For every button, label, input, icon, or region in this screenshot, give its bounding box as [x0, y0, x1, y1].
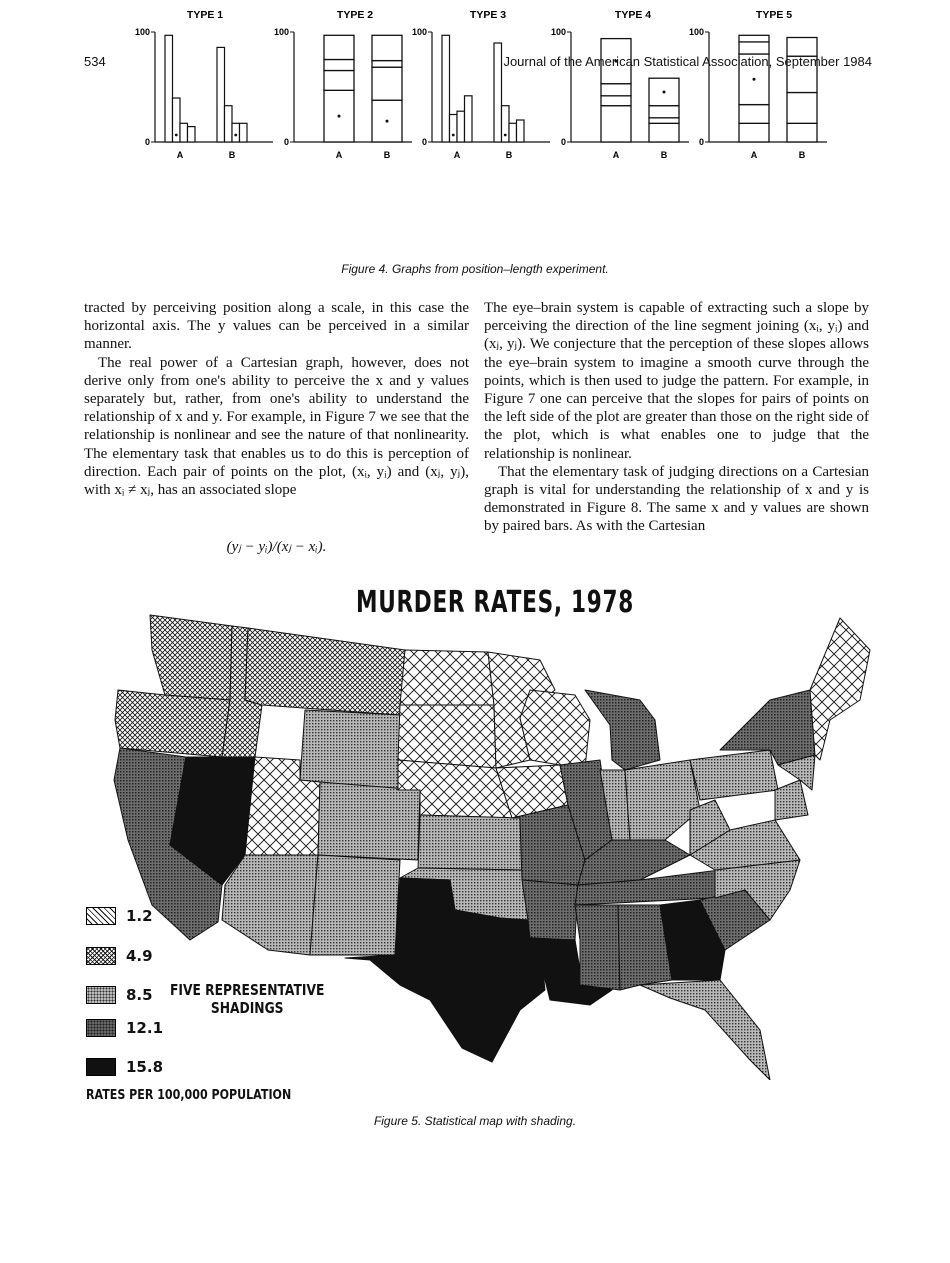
panel-title-1: TYPE 1: [186, 9, 224, 21]
axis-label-0-4: 0: [560, 137, 566, 147]
group-label-a-5: A: [750, 150, 758, 160]
group-label-b-4: B: [660, 150, 668, 160]
body-column-right: [484, 299, 869, 536]
legend-value: 8.5: [126, 986, 153, 1004]
panel-3-a-dot: [452, 134, 455, 137]
legend-item: [86, 985, 153, 1005]
panel-5-a-segment-2: [739, 105, 769, 124]
paragraph-right-2: That the elementary task of judging directions on a Cartesian graph is vital for understanding the relationship of x and y is demonstrated in Figure 8. The same x and y values are shown by paired bars. As with the Cartesian: [484, 463, 869, 535]
axis-label-100-1: 100: [134, 27, 150, 37]
state-mississippi: [575, 905, 620, 990]
panel-2-a-dot: [338, 115, 341, 118]
page-number: 534: [84, 54, 106, 69]
panel-5-b-segment-2: [787, 93, 817, 124]
group-label-b-5: B: [798, 150, 806, 160]
panel-3-a-bar-3: [457, 111, 465, 142]
panel-4-a-segment-3: [601, 84, 631, 96]
slope-equation: (yⱼ − yᵢ)/(xⱼ − xᵢ).: [226, 539, 327, 555]
group-label-a-2: A: [335, 150, 343, 160]
panel-5-a-segment-1: [739, 123, 769, 142]
panel-title-5: TYPE 5: [755, 9, 793, 21]
legend-item: [86, 1057, 163, 1077]
legend-value: 12.1: [126, 1019, 164, 1037]
state-wisconsin: [520, 690, 590, 768]
legend-swatch: [86, 907, 116, 925]
group-label-a-4: A: [612, 150, 620, 160]
panel-3-a-bar-4: [465, 96, 473, 142]
legend-item: [86, 1018, 163, 1038]
panel-4-b-segment-2: [649, 118, 679, 124]
state-arkansas: [522, 880, 578, 940]
panel-2-a-segment-3: [324, 60, 354, 71]
state-new-mexico: [310, 855, 400, 955]
panel-2-a-segment-2: [324, 71, 354, 91]
panel-1-b-bar-2: [225, 106, 233, 142]
map-title: MURDER RATES, 1978: [355, 585, 635, 620]
state-new-england: [810, 618, 870, 760]
state-florida: [640, 980, 770, 1080]
legend-swatch: [86, 1019, 116, 1037]
figure4-position-length-graphs: [0, 0, 950, 175]
group-label-a-3: A: [453, 150, 461, 160]
panel-3-b-bar-2: [502, 106, 510, 142]
body-column-left: [84, 299, 469, 499]
panel-2-a-segment-4: [324, 35, 354, 59]
panel-4-b-segment-3: [649, 106, 679, 118]
legend-swatch: [86, 986, 116, 1004]
axis-label-0-5: 0: [698, 137, 704, 147]
panel-5-a-dot: [753, 78, 756, 81]
state-wyoming: [300, 710, 400, 790]
state-north-dakota: [400, 650, 494, 705]
group-label-b-1: B: [228, 150, 236, 160]
axis-label-100-5: 100: [688, 27, 704, 37]
state-montana: [245, 628, 405, 715]
panel-1-a-bar-1: [165, 35, 173, 142]
legend-item: [86, 906, 153, 926]
panel-5-b-segment-1: [787, 123, 817, 142]
panel-title-2: TYPE 2: [336, 9, 374, 21]
legend-value: 4.9: [126, 947, 153, 965]
legend-note: [170, 981, 324, 1017]
axis-label-100-3: 100: [411, 27, 427, 37]
legend-note-line1: FIVE REPRESENTATIVE: [170, 981, 325, 999]
panel-1-b-bar-3: [232, 123, 240, 142]
state-kansas: [418, 815, 522, 870]
panel-3-b-bar-1: [494, 43, 502, 142]
panel-1-a-dot: [175, 134, 178, 137]
panel-3-b-bar-3: [509, 123, 517, 142]
axis-label-100-4: 100: [550, 27, 566, 37]
paragraph-left-2: The real power of a Cartesian graph, however, does not derive only from one's ability to perceive the x and y values separately but, rather, from one's ability to understand the relationship of x and y. For example, in Figure 7 we see that the relationship is nonlinear and see the nature of that nonlinearity. The elementary task that enables us to do this is perception of direction. Each pair of points on the plot, (xᵢ, yᵢ) and (xⱼ, yⱼ), with xᵢ ≠ xⱼ, has an associated slope: [84, 354, 469, 499]
panel-3-a-bar-1: [442, 35, 450, 142]
panel-1-a-bar-3: [180, 123, 188, 142]
legend-value: 15.8: [126, 1058, 164, 1076]
paragraph-left-1: tracted by perceiving position along a scale, in this case the horizontal axis. The y values can be perceived in a similar manner.: [84, 300, 469, 353]
axis-label-0-2: 0: [283, 137, 289, 147]
panel-5-a-segment-4: [739, 42, 769, 54]
legend-swatch: [86, 947, 116, 965]
state-michigan: [585, 690, 660, 770]
legend-note-line2: SHADINGS: [210, 999, 284, 1017]
panel-3-a-bar-2: [450, 115, 458, 143]
us-murder-rate-map: [0, 600, 950, 1080]
panel-title-3: TYPE 3: [469, 9, 507, 21]
panel-3-b-bar-4: [517, 120, 525, 142]
panel-2-b-segment-3: [372, 61, 402, 68]
axis-label-0-1: 0: [144, 137, 150, 147]
paragraph-right-1: The eye–brain system is capable of extracting such a slope by perceiving the direction of the line segment joining (xᵢ, yᵢ) and (xⱼ, yⱼ). We conjecture that the perception of these slopes allows the eye–brain system to imagine a smooth curve through the points, which is then used to judge the pattern. For example, in Figure 7 one can perceive that the slopes for pairs of points on the left side of the plot are greater than those on the right side of the plot, which is what enables one to judge that the relationship is nonlinear.: [484, 300, 869, 462]
axis-label-100-2: 100: [273, 27, 289, 37]
panel-3-b-dot: [504, 134, 507, 137]
legend-footer: RATES PER 100,000 POPULATION: [86, 1087, 292, 1103]
group-label-b-3: B: [505, 150, 513, 160]
panel-4-b-segment-1: [649, 123, 679, 142]
state-ohio: [625, 760, 700, 840]
panel-2-b-segment-2: [372, 67, 402, 100]
state-oregon: [115, 690, 230, 757]
state-maryland-nj-de: [775, 780, 808, 820]
legend-item: [86, 946, 153, 966]
journal-running-header: Journal of the American Statistical Association, September 1984: [503, 54, 872, 69]
state-pennsylvania: [690, 750, 778, 800]
panel-title-4: TYPE 4: [614, 9, 652, 21]
state-colorado: [318, 782, 420, 860]
panel-1-b-dot: [234, 134, 237, 137]
group-label-b-2: B: [383, 150, 391, 160]
panel-2-b-dot: [386, 120, 389, 123]
figure5-caption: Figure 5. Statistical map with shading.: [373, 1114, 577, 1128]
axis-label-0-3: 0: [421, 137, 427, 147]
state-arizona: [222, 855, 318, 955]
figure4-caption: Figure 4. Graphs from position–length experiment.: [341, 262, 609, 276]
panel-1-a-bar-4: [188, 127, 196, 142]
state-washington: [150, 615, 232, 700]
panel-4-b-dot: [663, 90, 666, 93]
group-label-a-1: A: [176, 150, 184, 160]
panel-1-b-bar-1: [217, 47, 225, 142]
panel-2-b-segment-4: [372, 35, 402, 60]
panel-5-a-segment-5: [739, 35, 769, 42]
legend-value: 1.2: [126, 907, 153, 925]
panel-4-a-segment-2: [601, 96, 631, 106]
legend-swatch: [86, 1058, 116, 1076]
panel-4-a-segment-1: [601, 106, 631, 142]
panel-1-b-bar-4: [240, 123, 248, 142]
state-south-dakota: [398, 705, 496, 768]
